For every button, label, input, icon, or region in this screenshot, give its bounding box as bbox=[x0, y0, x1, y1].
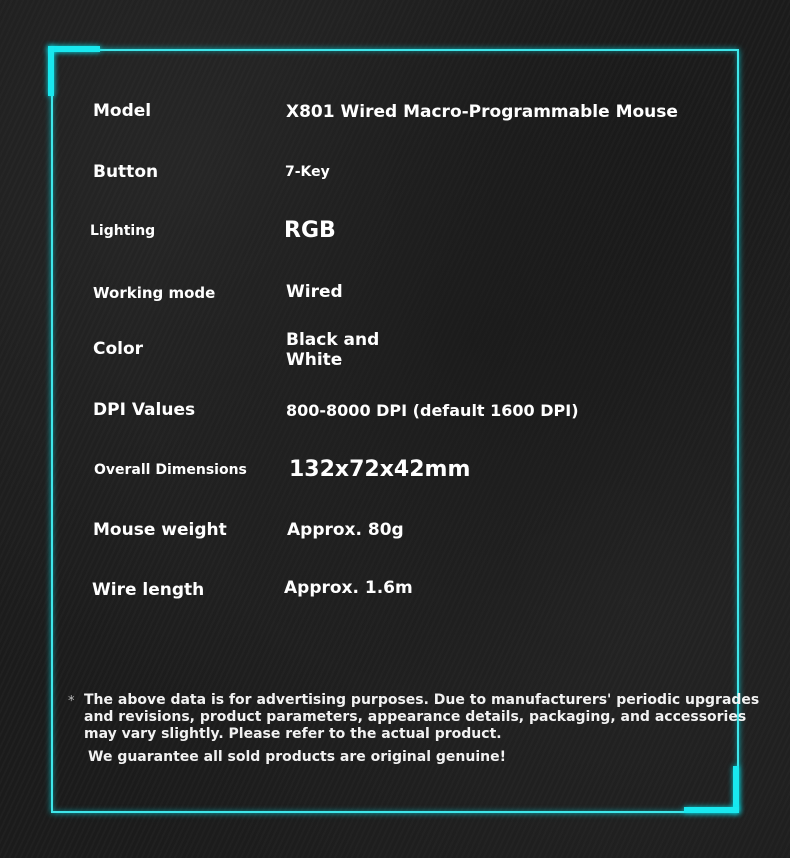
spec-value: Approx. 1.6m bbox=[284, 578, 413, 598]
frame-corner-accent-bottom-right-vertical bbox=[733, 766, 739, 813]
spec-value-line1: Black and bbox=[286, 330, 380, 350]
spec-value: RGB bbox=[284, 218, 336, 243]
disclaimer-line: The above data is for advertising purposes. Due to manufacturers' periodic upgrades bbox=[84, 692, 760, 708]
frame-corner-accent-top-left-horizontal bbox=[48, 46, 100, 52]
spec-label: Model bbox=[93, 101, 152, 121]
spec-label: Color bbox=[93, 339, 144, 359]
frame-corner-accent-bottom-right-horizontal bbox=[684, 807, 739, 813]
spec-value: 800-8000 DPI (default 1600 DPI) bbox=[286, 401, 579, 420]
spec-label: Button bbox=[93, 162, 159, 182]
disclaimer-line: may vary slightly. Please refer to the actual product. bbox=[84, 726, 502, 742]
spec-value: 132x72x42mm bbox=[289, 457, 471, 482]
spec-label: Working mode bbox=[93, 284, 216, 302]
spec-label: Overall Dimensions bbox=[94, 462, 247, 478]
spec-value: Approx. 80g bbox=[287, 520, 404, 540]
spec-label: DPI Values bbox=[93, 400, 196, 420]
disclaimer-line: and revisions, product parameters, appearance details, packaging, and accessories bbox=[84, 709, 747, 725]
spec-value: X801 Wired Macro-Programmable Mouse bbox=[286, 102, 678, 122]
guarantee-text: We guarantee all sold products are original genuine! bbox=[88, 749, 506, 765]
spec-value: Wired bbox=[286, 282, 343, 302]
spec-value: 7-Key bbox=[285, 164, 330, 180]
asterisk-icon: * bbox=[68, 694, 75, 709]
spec-label: Mouse weight bbox=[93, 520, 227, 540]
spec-label: Lighting bbox=[90, 223, 156, 239]
spec-label: Wire length bbox=[92, 580, 205, 600]
spec-value-line2: White bbox=[286, 350, 343, 370]
frame-corner-accent-top-left-vertical bbox=[48, 46, 54, 96]
